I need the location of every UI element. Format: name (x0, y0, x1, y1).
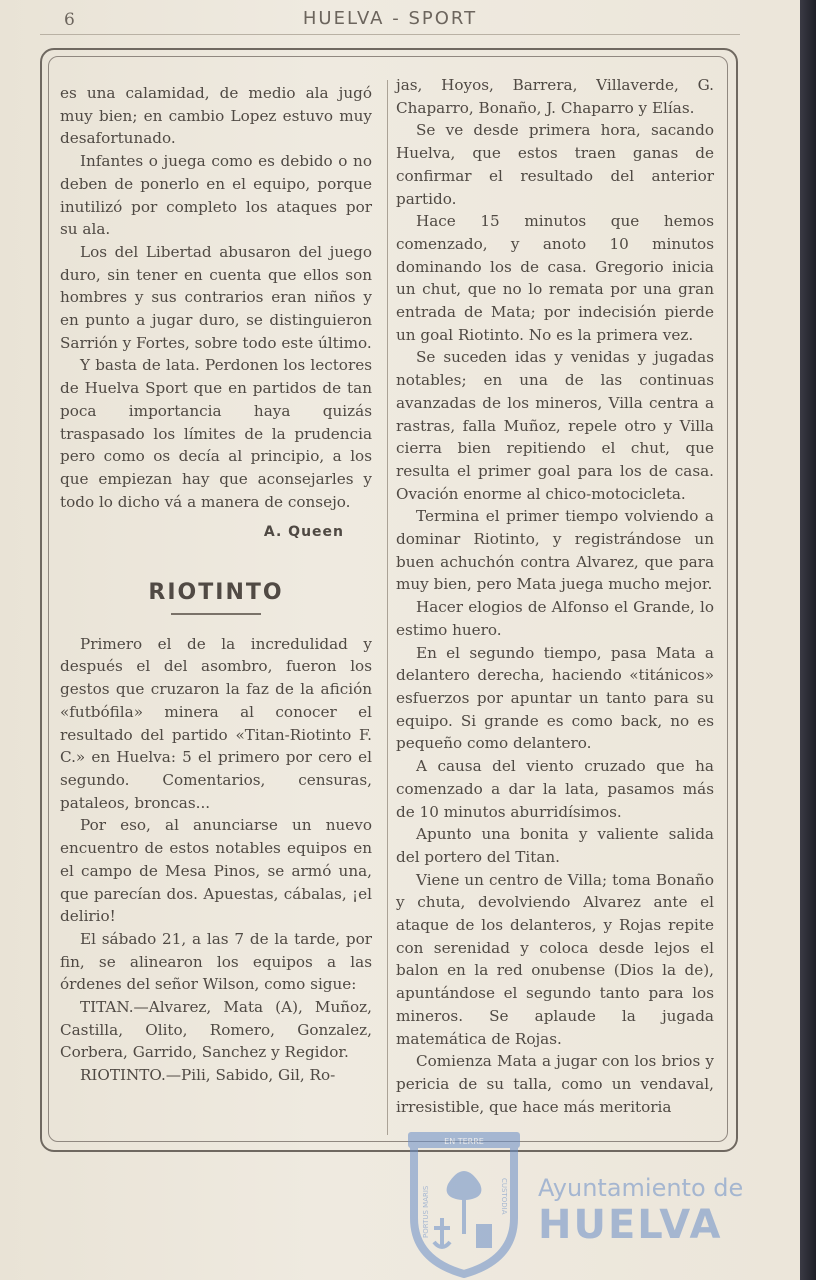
paragraph: Se suceden idas y venidas y jugadas notables; en una de las continuas avanzadas de los mineros, Villa centra a rastras, falla Muñoz, repele otro y Villa cierra bien repitiendo el chut, que resulta el primer goal para los de casa. Ovación enorme al chico-motocicleta. (396, 348, 714, 503)
crest-motto-right: CUSTODIA (500, 1178, 508, 1215)
paragraph: RIOTINTO.—Pili, Sabido, Gil, Ro- (80, 1066, 336, 1085)
title-rule (171, 613, 261, 615)
shield-icon (404, 1128, 524, 1278)
watermark-line1: Ayuntamiento de (538, 1174, 744, 1202)
page-number: 6 (64, 10, 75, 30)
paragraph: Por eso, al anunciarse un nuevo encuentro de estos notables equipos en el campo de Mesa Pinos, se armó una, que parecían dos. Apuestas, cábalas, ¡el delirio! (60, 816, 372, 926)
masthead-title: HUELVA - SPORT (302, 8, 478, 29)
paragraph: En el segundo tiempo, pasa Mata a delantero derecha, haciendo «titánicos» esfuerzos por apuntar un tanto para su equipo. Si grande es como back, no es pequeño como delantero. (396, 643, 714, 753)
paragraph: Hacer elogios de Alfonso el Grande, lo estimo huero. (396, 598, 714, 639)
paragraph: A causa del viento cruzado que ha comenzado a dar la lata, pasamos más de 10 minutos aburridísimos. (396, 757, 714, 821)
right-column (396, 74, 714, 1118)
section-title: RIOTINTO (148, 580, 284, 606)
author-signature: A. Queen (263, 524, 344, 541)
crest-motto-left: PORTUS MARIS (422, 1185, 430, 1238)
paragraph: Termina el primer tiempo volviendo a dominar Riotinto, y registrándose un buen achuchón contra Alvarez, que para muy bien, pero Mata juega mucho mejor. (396, 507, 714, 594)
paragraph: Infantes o juega como es debido o no deben de ponerlo en el equipo, porque inutilizó por completo los ataques por su ala. (60, 152, 372, 239)
book-edge (800, 0, 816, 1280)
ayuntamiento-watermark (404, 1128, 744, 1278)
column-divider (387, 80, 388, 1135)
paragraph: Y basta de lata. Perdonen los lectores de Huelva Sport que en partidos de tan poca importancia haya quizás traspasado los límites de la prudencia pero como os decía al principio, a los que empiezan hay que aconsejarles y todo lo dicho vá a manera de consejo. (60, 356, 372, 511)
paragraph: Se ve desde primera hora, sacando Huelva, que estos traen ganas de confirmar el resultado del anterior partido. (396, 121, 714, 208)
page-header (40, 8, 740, 35)
paragraph: es una calamidad, de medio ala jugó muy bien; en cambio Lopez estuvo muy desafortunado. (60, 84, 372, 148)
left-column (60, 82, 372, 1087)
paragraph: Apunto una bonita y valiente salida del portero del Titan. (396, 825, 714, 866)
paragraph: Comienza Mata a jugar con los brios y pericia de su talla, como un vendaval, irresistible, que hace más meritoria (396, 1052, 714, 1116)
paragraph: Los del Libertad abusaron del juego duro, sin tener en cuenta que ellos son hombres y sus contrarios eran niños y en punto a jugar duro, se distinguieron Sarrión y Fortes, sobre todo este último. (60, 242, 372, 352)
paragraph: El sábado 21, a las 7 de la tarde, por fin, se alinearon los equipos a las órdenes del señor Wilson, como sigue: (60, 929, 372, 994)
paragraph: jas, Hoyos, Barrera, Villaverde, G. Chaparro, Bonaño, J. Chaparro y Elías. (396, 76, 714, 117)
watermark-line2: HUELVA (538, 1202, 723, 1248)
paragraph: TITAN.—Alvarez, Mata (A), Muñoz, Castilla, Olito, Romero, Gonzalez, Corbera, Garrido, Sanchez y Regidor. (60, 998, 372, 1062)
paragraph: Primero el de la incredulidad y después el del asombro, fueron los gestos que cruzaron la faz de la afición «futbófila» minera al conocer el resultado del partido «Titan-Riotinto F. C.» en Huelva: 5 el primero por cero el segundo. Comentarios, censuras, pataleos, broncas... (60, 634, 372, 812)
paragraph: Viene un centro de Villa; toma Bonaño y chuta, devolviendo Alvarez ante el ataque de los delanteros, y Rojas repite con serenidad y coloca desde lejos el balon en la red onubense (Dios la de), apuntándose el segundo tanto para los mineros. Se aplaude la jugada matemática de Rojas. (396, 870, 714, 1048)
paragraph: Hace 15 minutos que hemos comenzado, y anoto 10 minutos dominando los de casa. Gregorio inicia un chut, que no lo remata por una gran entrada de Mata; por indecisión pierde un goal Riotinto. No es la primera vez. (396, 212, 714, 344)
crest-motto-top: EN TERRE (444, 1137, 484, 1146)
